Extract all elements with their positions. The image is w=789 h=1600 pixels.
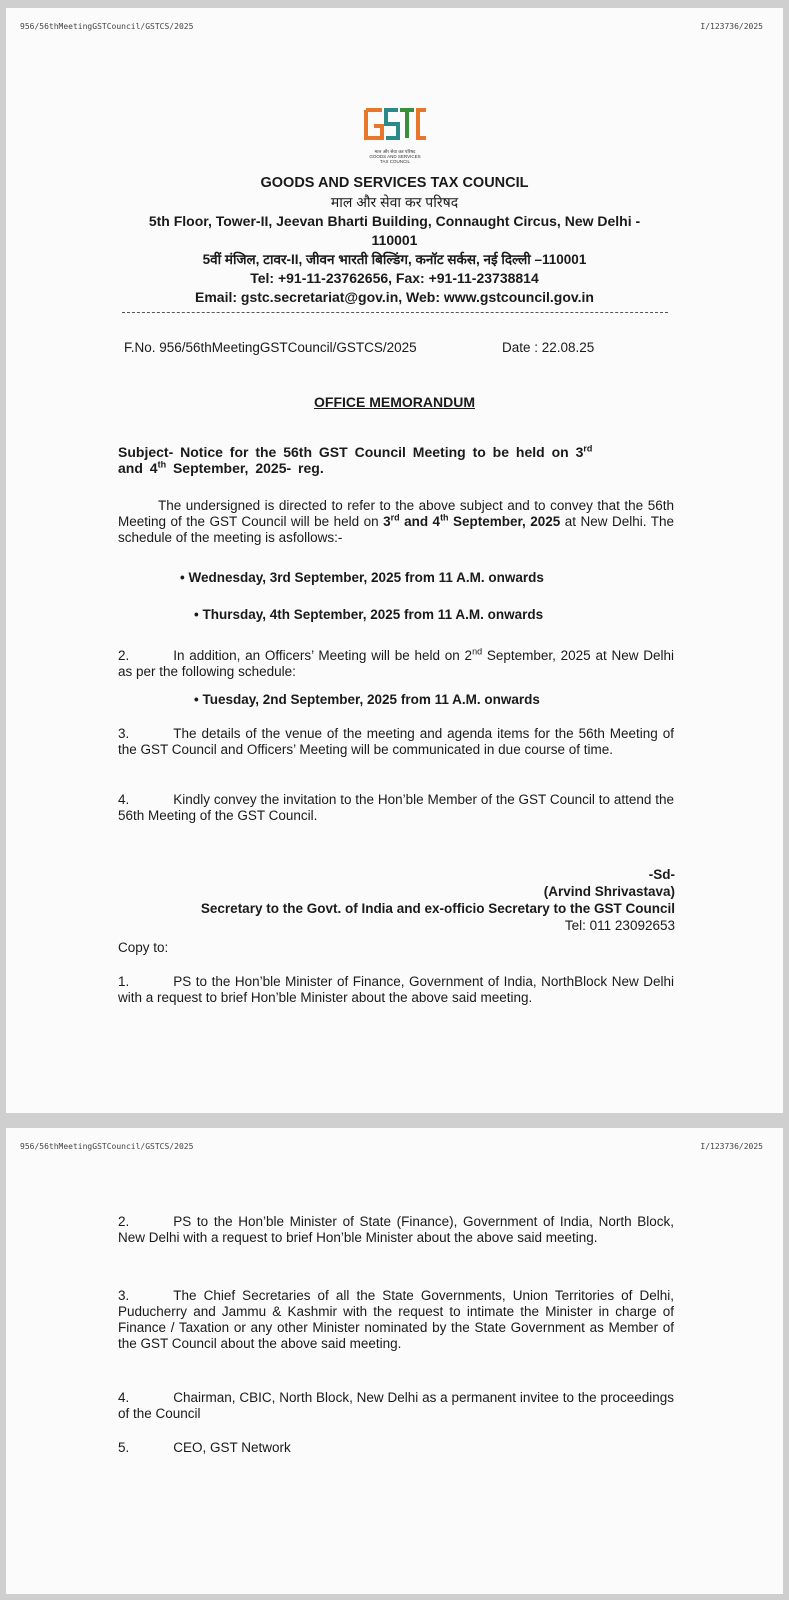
memo-date: Date : 22.08.25 — [502, 340, 595, 355]
schedule-item-1: • Wednesday, 3rd September, 2025 from 11 A.M. onwards — [180, 570, 544, 585]
file-reference-header: 956/56thMeetingGSTCouncil/GSTCS/2025 — [20, 22, 194, 31]
contact-phone: Tel: +91-11-23762656, Fax: +91-11-23738814 — [250, 270, 539, 286]
signatory-name: (Arvind Shrivastava) — [543, 884, 675, 899]
gstc-logo — [358, 104, 432, 164]
copy-recipient-4: 4. Chairman, CBIC, North Block, New Delhi as a permanent invitee to the proceedings of the Council — [118, 1390, 674, 1421]
council-name-hindi: माल और सेवा कर परिषद — [330, 194, 459, 210]
document-page-1 — [6, 8, 783, 1113]
copy-recipient-5: 5. CEO, GST Network — [118, 1440, 291, 1455]
paragraph-2: 2. In addition, an Officers’ Meeting will be held on 2nd September, 2025 at New Delhi as per the following schedule: — [118, 646, 675, 679]
document-page-2 — [6, 1128, 783, 1594]
copy-to-label: Copy to: — [118, 940, 169, 955]
schedule-item-3: • Tuesday, 2nd September, 2025 from 11 A.M. onwards — [194, 692, 540, 707]
receipt-number-header: I/123736/2025 — [700, 1142, 763, 1151]
copy-recipient-1: 1. PS to the Hon’ble Minister of Finance, Government of India, NorthBlock New Delhi with a request to brief Hon’ble Minister about the above said meeting. — [118, 974, 674, 1005]
file-reference-header: 956/56thMeetingGSTCouncil/GSTCS/2025 — [20, 1142, 194, 1151]
memo-title: OFFICE MEMORANDUM — [314, 394, 475, 410]
file-number: F.No. 956/56thMeetingGSTCouncil/GSTCS/2025 — [124, 340, 417, 355]
paragraph-3: 3. The details of the venue of the meeting and agenda items for the 56th Meeting of the GST Council and Officers’ Meeting will be communicated in due course of time. — [118, 726, 674, 757]
address-line-1: 5th Floor, Tower-II, Jeevan Bharti Building, Connaught Circus, New Delhi - — [148, 213, 641, 229]
address-line-2: 110001 — [371, 232, 418, 248]
reference-line — [124, 340, 624, 355]
paragraph-1: The undersigned is directed to refer to the above subject and to convey that the 56th Meeting of the GST Council will be held on 3rd and 4th September, 2025 at New Delhi. The schedule of the meeting is asfollows:- — [118, 498, 674, 545]
schedule-item-2: • Thursday, 4th September, 2025 from 11 A.M. onwards — [194, 607, 544, 622]
address-hindi: 5वीं मंजिल, टावर-II, जीवन भारती बिल्डिंग, कनॉट सर्कस, नई दिल्ली –110001 — [202, 252, 587, 267]
letterhead — [6, 174, 783, 307]
signatory-phone: Tel: 011 23092653 — [564, 918, 675, 933]
memo-subject: Subject- Notice for the 56th GST Council Meeting to be held on 3rd and 4th September, 2025- reg. — [118, 443, 593, 476]
paragraph-4: 4. Kindly convey the invitation to the Hon’ble Member of the GST Council to attend the 56th Meeting of the GST Council. — [118, 792, 674, 823]
receipt-number-header: I/123736/2025 — [700, 22, 763, 31]
signature-block — [201, 866, 675, 934]
logo-tagline-en-1: GOODS AND SERVICES — [369, 154, 421, 159]
contact-email: Email: gstc.secretariat@gov.in, Web: www.gstcouncil.gov.in — [195, 289, 594, 305]
copy-recipient-2: 2. PS to the Hon’ble Minister of State (Finance), Government of India, North Block, New Delhi with a request to brief Hon’ble Minister about the above said meeting. — [118, 1214, 674, 1245]
gstc-logo-icon — [362, 104, 428, 144]
council-name: GOODS AND SERVICES TAX COUNCIL — [260, 175, 529, 191]
signatory-designation: Secretary to the Govt. of India and ex-officio Secretary to the GST Council — [200, 901, 675, 916]
logo-tagline-en-2: TAX COUNCIL — [380, 159, 410, 164]
header-divider — [122, 312, 668, 313]
signature-sd: -Sd- — [648, 867, 675, 882]
logo-tagline-hindi: माल और सेवा कर परिषद — [374, 149, 416, 154]
copy-recipient-3: 3. The Chief Secretaries of all the State Governments, Union Territories of Delhi, Puducherry and Jammu & Kashmir with the request to intimate the Minister in charge of Finance / Taxation or any other Minister nominated by the State Government as Member of the GST Council about the above said meeting. — [118, 1288, 674, 1351]
